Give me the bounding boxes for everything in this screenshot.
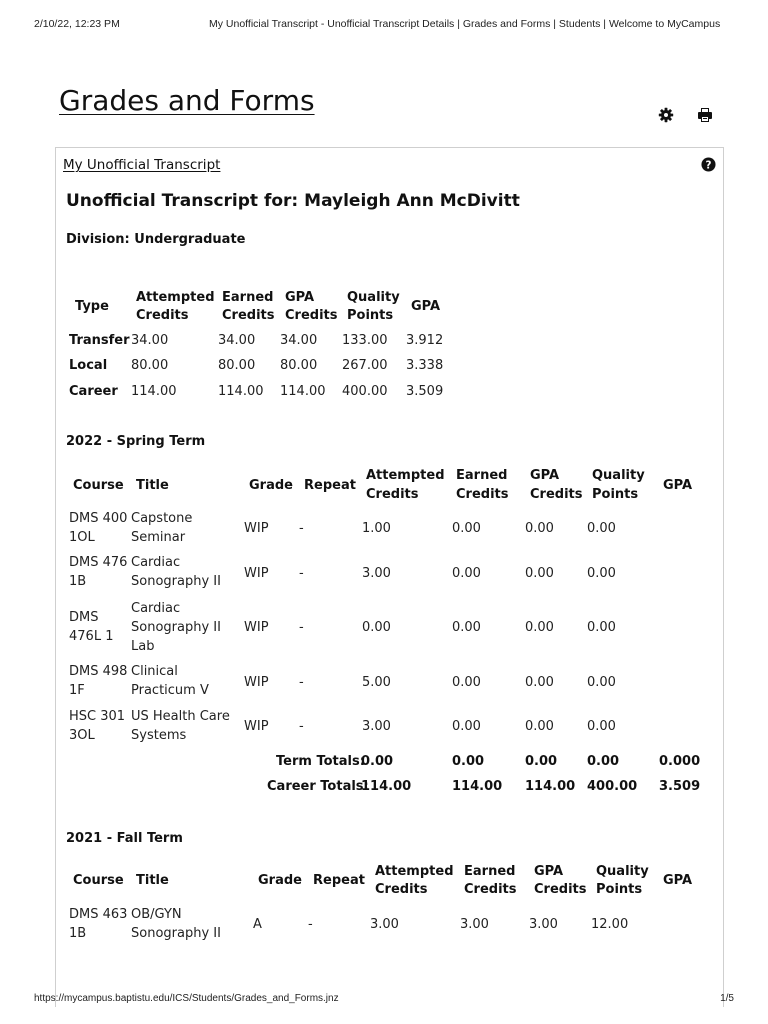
my-unofficial-transcript-link[interactable]: My Unofficial Transcript (63, 157, 221, 173)
course-attempted: 0.00 (362, 620, 391, 635)
course-section: 1B (69, 926, 87, 941)
course-section: 1OL (69, 530, 95, 545)
grade-header: Grade (258, 873, 302, 888)
course-gpa-credits: 0.00 (525, 675, 554, 690)
course-section: 476L 1 (69, 629, 114, 644)
svg-text:?: ? (705, 159, 712, 172)
course-section: 3OL (69, 728, 95, 743)
summary-header-type: Type (75, 299, 109, 314)
summary-row-type: Transfer (69, 333, 130, 348)
course-code: DMS 498 (69, 664, 128, 679)
course-code: DMS 463 (69, 907, 128, 922)
print-datetime: 2/10/22, 12:23 PM (34, 18, 120, 30)
summary-cell: 34.00 (131, 333, 169, 348)
term-totals-quality: 0.00 (587, 754, 620, 769)
summary-cell: 34.00 (218, 333, 256, 348)
summary-cell: 114.00 (218, 384, 264, 399)
course-quality: 0.00 (587, 675, 616, 690)
course-title: OB/GYN (131, 907, 182, 922)
career-totals-attempted: 114.00 (361, 779, 412, 794)
course-repeat: - (299, 719, 304, 734)
title-header: Title (136, 873, 169, 888)
quality-header-2: Points (592, 487, 639, 502)
attempted-header: Attempted (366, 468, 445, 483)
print-url: https://mycampus.baptistu.edu/ICS/Students/Grades_and_Forms.jnz (34, 993, 339, 1004)
course-earned: 3.00 (460, 917, 489, 932)
career-totals-label: Career Totals: (267, 779, 369, 794)
summary-header-attempted: Attempted (136, 290, 215, 305)
course-title-2: Sonography II (131, 574, 221, 589)
course-grade: WIP (244, 719, 269, 734)
course-earned: 0.00 (452, 521, 481, 536)
summary-cell: 133.00 (342, 333, 388, 348)
quality-header-2: Points (596, 882, 643, 897)
course-attempted: 1.00 (362, 521, 391, 536)
term-totals-label: Term Totals: (276, 754, 365, 769)
course-quality: 0.00 (587, 719, 616, 734)
summary-header-earned-2: Credits (222, 308, 275, 323)
summary-cell: 80.00 (131, 358, 169, 373)
course-title-2: Seminar (131, 530, 186, 545)
summary-cell: 3.338 (406, 358, 444, 373)
career-totals-gpa: 3.509 (659, 779, 701, 794)
summary-cell: 3.509 (406, 384, 444, 399)
grade-header: Grade (249, 478, 293, 493)
course-repeat: - (299, 521, 304, 536)
career-totals-earned: 114.00 (452, 779, 503, 794)
career-totals-quality: 400.00 (587, 779, 638, 794)
attempted-header: Attempted (375, 864, 454, 879)
course-repeat: - (299, 675, 304, 690)
course-title: Clinical (131, 664, 178, 679)
course-title-2: Sonography II (131, 620, 221, 635)
print-header (34, 18, 734, 32)
course-attempted: 3.00 (370, 917, 399, 932)
print-doc-title: My Unofficial Transcript - Unofficial Transcript Details | Grades and Forms | Students | Welcome to MyCampus (209, 18, 721, 30)
summary-cell: 3.912 (406, 333, 444, 348)
course-quality: 0.00 (587, 566, 616, 581)
career-totals-gpa-credits: 114.00 (525, 779, 576, 794)
summary-row-type: Career (69, 384, 118, 399)
repeat-header: Repeat (313, 873, 365, 888)
summary-cell: 114.00 (131, 384, 177, 399)
summary-header-quality-2: Points (347, 308, 394, 323)
course-title: Capstone (131, 511, 193, 526)
course-grade: WIP (244, 521, 269, 536)
summary-cell: 34.00 (280, 333, 318, 348)
course-code: DMS (69, 610, 99, 625)
earned-header-2: Credits (464, 882, 517, 897)
summary-header-gpa-credits: GPA (285, 290, 315, 305)
term-totals-gpa-credits: 0.00 (525, 754, 558, 769)
summary-header-attempted-2: Credits (136, 308, 189, 323)
course-title-2: Practicum V (131, 683, 209, 698)
term-heading: 2022 - Spring Term (66, 434, 206, 449)
attempted-header-2: Credits (375, 882, 428, 897)
course-title: US Health Care (131, 709, 230, 724)
term-totals-gpa: 0.000 (659, 754, 701, 769)
course-repeat: - (308, 917, 313, 932)
earned-header: Earned (456, 468, 508, 483)
gpa-credits-header-2: Credits (530, 487, 583, 502)
gpa-credits-header: GPA (534, 864, 564, 879)
gpa-credits-header: GPA (530, 468, 560, 483)
course-gpa-credits: 0.00 (525, 719, 554, 734)
summary-cell: 80.00 (280, 358, 318, 373)
course-attempted: 3.00 (362, 719, 391, 734)
attempted-header-2: Credits (366, 487, 419, 502)
course-title-3: Lab (131, 639, 155, 654)
gpa-header: GPA (663, 873, 693, 888)
course-header: Course (73, 873, 124, 888)
course-title: Cardiac (131, 601, 181, 616)
course-grade: WIP (244, 675, 269, 690)
course-earned: 0.00 (452, 719, 481, 734)
course-section: 1F (69, 683, 85, 698)
course-title: Cardiac (131, 555, 181, 570)
repeat-header: Repeat (304, 478, 356, 493)
page-title[interactable]: Grades and Forms (59, 84, 315, 117)
course-repeat: - (299, 566, 304, 581)
summary-cell: 267.00 (342, 358, 388, 373)
summary-header-gpa: GPA (411, 299, 441, 314)
course-quality: 12.00 (591, 917, 629, 932)
summary-cell: 400.00 (342, 384, 388, 399)
course-quality: 0.00 (587, 620, 616, 635)
transcript-heading: Unofficial Transcript for: Mayleigh Ann McDivitt (66, 191, 520, 211)
course-attempted: 3.00 (362, 566, 391, 581)
help-icon[interactable] (701, 157, 716, 172)
course-quality: 0.00 (587, 521, 616, 536)
print-page-number: 1/5 (720, 993, 734, 1004)
course-attempted: 5.00 (362, 675, 391, 690)
gear-icon[interactable] (658, 107, 674, 123)
course-title-2: Sonography II (131, 926, 221, 941)
summary-row-type: Local (69, 358, 108, 373)
title-header: Title (136, 478, 169, 493)
course-grade: WIP (244, 566, 269, 581)
course-code: HSC 301 (69, 709, 126, 724)
course-gpa-credits: 3.00 (529, 917, 558, 932)
term-heading: 2021 - Fall Term (66, 831, 183, 846)
course-gpa-credits: 0.00 (525, 620, 554, 635)
summary-cell: 114.00 (280, 384, 326, 399)
summary-header-gpa-credits-2: Credits (285, 308, 338, 323)
earned-header-2: Credits (456, 487, 509, 502)
gpa-credits-header-2: Credits (534, 882, 587, 897)
summary-cell: 80.00 (218, 358, 256, 373)
earned-header: Earned (464, 864, 516, 879)
course-gpa-credits: 0.00 (525, 521, 554, 536)
term-totals-attempted: 0.00 (361, 754, 394, 769)
course-earned: 0.00 (452, 675, 481, 690)
course-earned: 0.00 (452, 566, 481, 581)
course-code: DMS 476 (69, 555, 128, 570)
course-earned: 0.00 (452, 620, 481, 635)
print-icon[interactable] (697, 107, 713, 123)
quality-header: Quality (596, 864, 649, 879)
summary-header-earned: Earned (222, 290, 274, 305)
course-header: Course (73, 478, 124, 493)
course-repeat: - (299, 620, 304, 635)
gpa-header: GPA (663, 478, 693, 493)
quality-header: Quality (592, 468, 645, 483)
course-grade: A (253, 917, 262, 932)
course-title-2: Systems (131, 728, 187, 743)
division-label: Division: Undergraduate (66, 232, 246, 247)
course-grade: WIP (244, 620, 269, 635)
course-gpa-credits: 0.00 (525, 566, 554, 581)
summary-header-quality: Quality (347, 290, 400, 305)
term-totals-earned: 0.00 (452, 754, 485, 769)
course-code: DMS 400 (69, 511, 128, 526)
course-section: 1B (69, 574, 87, 589)
